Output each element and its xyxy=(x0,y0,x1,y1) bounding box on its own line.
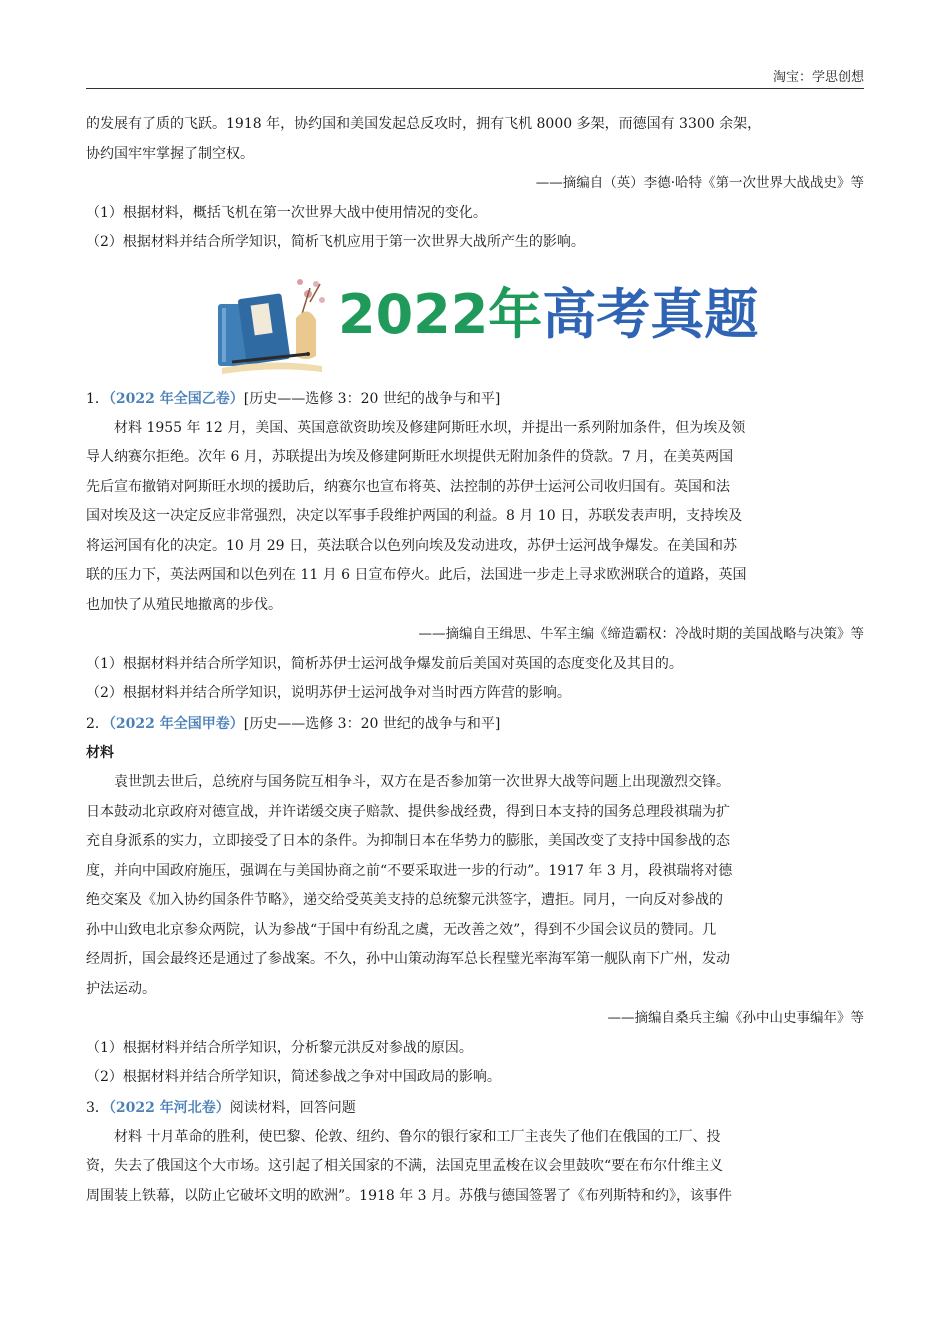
material-line: 导人纳赛尔拒绝。次年 6 月，苏联提出为埃及修建阿斯旺水坝提供无附加条件的贷款。7 月，在美英两国 xyxy=(86,449,734,465)
material-line: 孙中山致电北京参众两院，认为参战“于国中有纷乱之虞，无改善之效”，得到不少国会议员的赞同。几 xyxy=(86,921,717,938)
page-header xyxy=(86,64,864,89)
banner-title xyxy=(338,280,758,350)
question-number: 2． xyxy=(86,715,109,732)
material-line: 经周折，国会最终还是通过了参战案。不久，孙中山策动海军总长程璧光率海军第一舰队南下广州，发动 xyxy=(86,951,730,967)
material-line: 日本鼓动北京政府对德宣战，并许诺缓交庚子赔款、提供参战经费，得到日本支持的国务总理段祺瑞为扩 xyxy=(86,803,730,820)
material-line: 资，失去了俄国这个大市场。这引起了相关国家的不满，法国克里孟梭在议会里鼓吹“要在布尔什维主义 xyxy=(86,1158,724,1174)
material-line: 周围装上铁幕，以防止它破坏文明的欧洲”。1918 年 3 月。苏俄与德国签署了《布列斯特和约》，该事件 xyxy=(86,1187,733,1204)
material-line: 袁世凯去世后，总统府与国务院互相争斗，双方在是否参加第一次世界大战等问题上出现激烈交锋。 xyxy=(114,774,730,790)
question-topic: [历史——选修 3：20 世纪的战争与和平] xyxy=(243,390,501,407)
banner-word: 高考真题 xyxy=(542,282,759,346)
question-number: 3． xyxy=(86,1099,109,1116)
question-heading xyxy=(86,384,864,414)
intro-section xyxy=(86,110,864,258)
material-line: 护法运动。 xyxy=(86,980,156,997)
sub-question: （1）根据材料并结合所学知识，分析黎元洪反对参战的原因。 xyxy=(86,1039,473,1056)
material-line: 国对埃及这一决定反应非常强烈，决定以军事手段维护两国的利益。8 月 10 日，苏联发表声明，支持埃及 xyxy=(86,508,743,524)
material-line: 材料 1955 年 12 月，美国、英国意欲资助埃及修建阿斯旺水坝，并提出一系列附加条件，但为埃及领 xyxy=(114,419,746,436)
question-3 xyxy=(86,1093,864,1212)
material-line: 先后宣布撤销对阿斯旺水坝的援助后，纳赛尔也宣布将英、法控制的苏伊士运河公司收归国有。英国和法 xyxy=(86,478,730,495)
question-topic: 阅读材料，回答问题 xyxy=(229,1099,356,1116)
material-line: 绝交案及《加入协约国条件节略》，递交给受英美支持的总统黎元洪签字，遭拒。同月，一向反对参战的 xyxy=(86,892,723,908)
material-source: ——摘编自桑兵主编《孙中山史事编年》等 xyxy=(607,1010,864,1026)
intro-line: 的发展有了质的飞跃。1918 年，协约国和美国发起总反攻时，拥有飞机 8000 多架，而德国有 3300 余架， xyxy=(86,116,762,132)
material-line: 度，并向中国政府施压，强调在与美国协商之前“不要采取进一步的行动”。1917 年 3 月，段祺瑞将对德 xyxy=(86,862,733,879)
section-banner xyxy=(86,266,864,384)
material-label: 材料 xyxy=(86,744,114,761)
question-heading xyxy=(86,709,864,739)
material-line: 联的压力下，英法两国和以色列在 11 月 6 日宣布停火。此后，法国进一步走上寻求欧洲联合的道路，英国 xyxy=(86,567,747,583)
books-illustration-icon xyxy=(212,274,332,374)
question-heading xyxy=(86,1093,864,1123)
header-text: 淘宝：学思创想 xyxy=(772,70,864,85)
sub-question: （1）根据材料并结合所学知识，简析苏伊士运河战争爆发前后美国对英国的态度变化及其目的。 xyxy=(86,655,683,672)
sub-question: （2）根据材料并结合所学知识，简述参战之争对中国政局的影响。 xyxy=(86,1069,501,1085)
question-2 xyxy=(86,709,864,1093)
intro-question: （1）根据材料，概括飞机在第一次世界大战中使用情况的变化。 xyxy=(86,204,487,221)
intro-source: ——摘编自（英）李德·哈特《第一次世界大战战史》等 xyxy=(535,175,864,191)
exam-tag: （2022 年河北卷） xyxy=(108,1099,230,1116)
material-line: 充自身派系的实力，立即接受了日本的条件。为抑制日本在华势力的膨胀，美国改变了支持中国参战的态 xyxy=(86,833,730,849)
material-line: 材料 十月革命的胜利，使巴黎、伦敦、纽约、鲁尔的银行家和工厂主丧失了他们在俄国的工厂、投 xyxy=(114,1128,721,1145)
intro-line: 协约国牢牢掌握了制空权。 xyxy=(86,145,254,162)
material-source: ——摘编自王缉思、牛军主编《缔造霸权：冷战时期的美国战略与决策》等 xyxy=(418,626,864,642)
material-line: 也加快了从殖民地撤离的步伐。 xyxy=(86,596,282,613)
intro-question: （2）根据材料并结合所学知识，简析飞机应用于第一次世界大战所产生的影响。 xyxy=(86,234,585,250)
sub-question: （2）根据材料并结合所学知识，说明苏伊士运河战争对当时西方阵营的影响。 xyxy=(86,685,571,701)
question-1 xyxy=(86,384,864,709)
banner-year: 2022年 xyxy=(338,282,543,346)
document-body xyxy=(86,110,864,1211)
exam-tag: （2022 年全国甲卷） xyxy=(108,715,244,732)
question-topic: [历史——选修 3：20 世纪的战争与和平] xyxy=(243,715,501,732)
material-line: 将运河国有化的决定。10 月 29 日，英法联合以色列向埃及发动进攻，苏伊士运河战争爆发。在美国和苏 xyxy=(86,537,737,554)
question-number: 1． xyxy=(86,390,109,407)
exam-tag: （2022 年全国乙卷） xyxy=(108,390,244,407)
